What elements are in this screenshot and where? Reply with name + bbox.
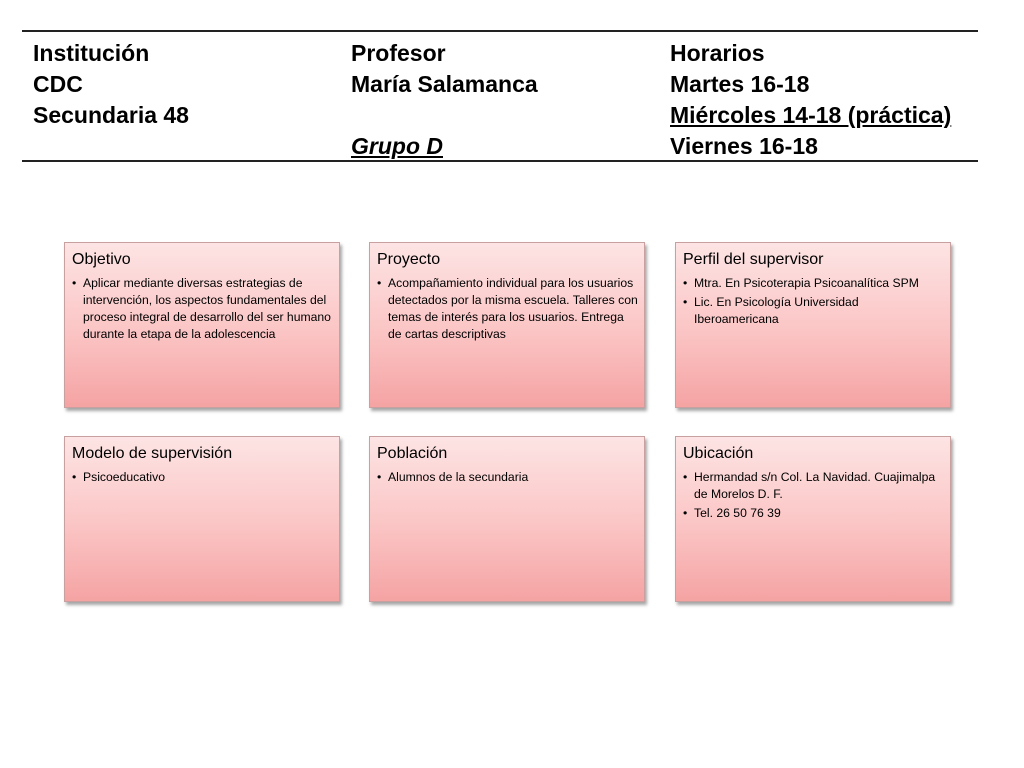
card-poblacion (369, 436, 645, 602)
horario-miercoles: Miércoles 14-18 (práctica) (670, 102, 952, 128)
horarios-label: Horarios (670, 40, 765, 66)
list-item (683, 505, 944, 522)
list-item-text: Psicoeducativo (83, 470, 165, 484)
profesor-label: Profesor (351, 40, 446, 66)
list-item-text: Tel. 26 50 76 39 (694, 506, 781, 520)
horarios-column (670, 38, 951, 162)
list-item (377, 469, 638, 486)
list-item (377, 275, 638, 343)
profesor-name: María Salamanca (351, 71, 538, 97)
list-item (683, 294, 944, 328)
list-item-text: Mtra. En Psicoterapia Psicoanalítica SPM (694, 276, 919, 290)
card-title: Modelo de supervisión (72, 445, 233, 462)
bullet-icon: • (683, 295, 688, 309)
horario-viernes: Viernes 16-18 (670, 133, 818, 159)
bullet-icon: • (72, 470, 77, 484)
bullet-icon: • (377, 276, 382, 290)
institucion-name: CDC (33, 71, 83, 97)
card-title: Proyecto (377, 251, 441, 268)
list-item-text: Aplicar mediante diversas estrategias de intervención, los aspectos fundamentales del proceso integral de desarrollo del ser humano durante la etapa de la adolescencia (83, 276, 331, 341)
card-title: Objetivo (72, 251, 131, 268)
list-item (72, 469, 333, 486)
card-title: Perfil del supervisor (683, 251, 824, 268)
list-item-text: Hermandad s/n Col. La Navidad. Cuajimalpa de Morelos D. F. (694, 470, 936, 501)
bullet-icon: • (72, 276, 77, 290)
list-item-text: Lic. En Psicología Universidad Iberoamericana (694, 295, 859, 326)
list-item-text: Alumnos de la secundaria (388, 470, 529, 484)
list-item-text: Acompañamiento individual para los usuarios detectados por la misma escuela. Talleres con temas de interés para los usuarios. Entrega de cartas descriptivas (388, 276, 638, 341)
header-table (22, 30, 978, 162)
card-modelo-supervision (64, 436, 340, 602)
institucion-label: Institución (33, 40, 150, 66)
card-proyecto (369, 242, 645, 408)
profesor-column (351, 38, 538, 162)
institucion-school: Secundaria 48 (33, 102, 189, 128)
bullet-icon: • (683, 470, 688, 484)
list-item (72, 275, 333, 343)
card-perfil-supervisor (675, 242, 951, 408)
list-item (683, 469, 944, 503)
bullet-icon: • (377, 470, 382, 484)
bullet-icon: • (683, 506, 688, 520)
card-ubicacion (675, 436, 951, 602)
bullet-icon: • (683, 276, 688, 290)
profesor-spacer (351, 100, 538, 131)
horario-martes: Martes 16-18 (670, 71, 810, 97)
card-title: Ubicación (683, 445, 754, 462)
card-title: Población (377, 445, 448, 462)
card-objetivo (64, 242, 340, 408)
grupo-label: Grupo D (351, 133, 443, 159)
list-item (683, 275, 944, 292)
institucion-column (33, 38, 189, 131)
